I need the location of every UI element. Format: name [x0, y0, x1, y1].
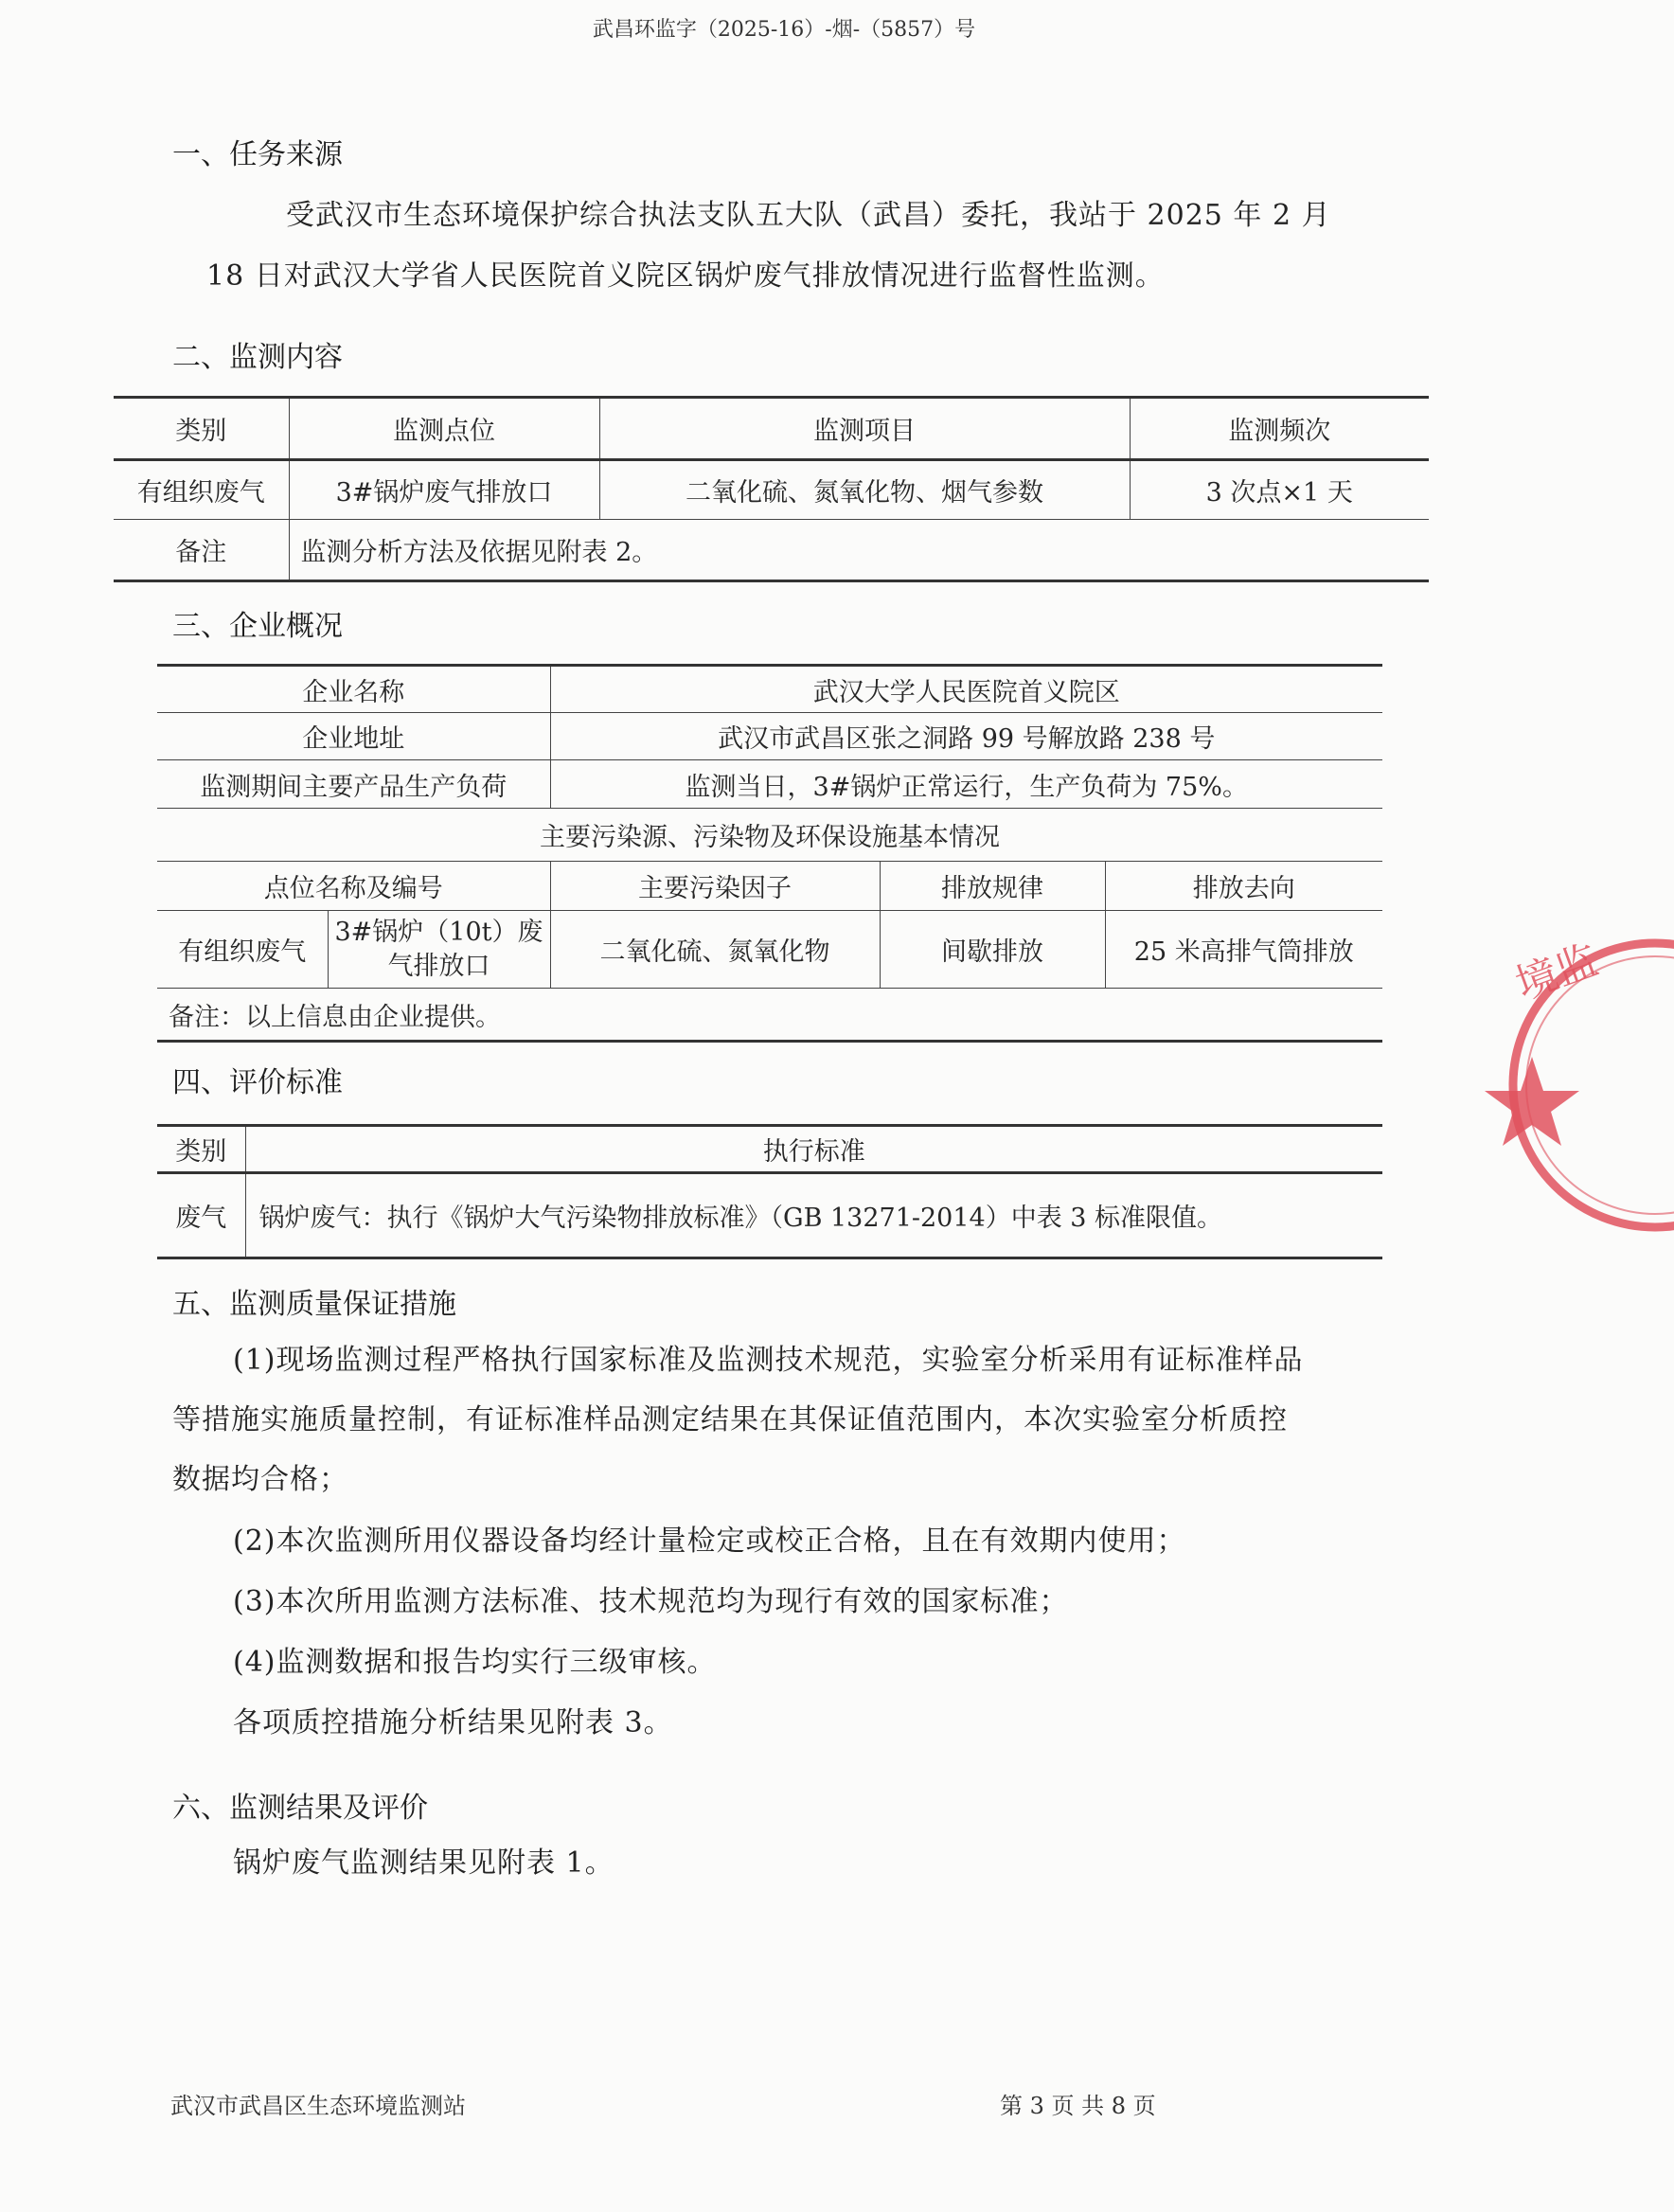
cell-standard-category: 废气 — [175, 1204, 227, 1233]
cell-standard-text: 锅炉废气：执行《锅炉大气污染物排放标准》（GB 13271-2014）中表 3 标准限值。 — [245, 1173, 1382, 1258]
cell-enterprise-name-label: 企业名称 — [157, 666, 550, 713]
cell-emission-destination: 25 米高排气筒排放 — [1105, 911, 1382, 989]
svg-text:境监: 境监 — [1509, 936, 1605, 1010]
cell-note-label: 备注 — [114, 520, 289, 581]
cell-emission-pattern: 间歇排放 — [880, 911, 1105, 989]
monitoring-content-table — [114, 396, 1429, 582]
cell-pollution-subtitle: 主要污染源、污染物及环保设施基本情况 — [157, 809, 1382, 862]
qa-summary: 各项质控措施分析结果见附表 3。 — [233, 1706, 673, 1739]
cell-category: 有组织废气 — [114, 460, 289, 520]
qa-item-1-line-3: 数据均合格； — [172, 1463, 348, 1496]
col-header-emission-destination: 排放去向 — [1105, 862, 1382, 911]
col-header-emission-pattern: 排放规律 — [880, 862, 1105, 911]
cell-note-text: 监测分析方法及依据见附表 2。 — [289, 520, 1429, 581]
evaluation-standard-table — [157, 1124, 1382, 1259]
cell-enterprise-address-label: 企业地址 — [157, 713, 550, 760]
cell-point-name-line-1: 3#锅炉（10t）废 — [334, 917, 543, 947]
cell-enterprise-note: 备注：以上信息由企业提供。 — [157, 989, 1382, 1042]
footer-page-number: 第 3 页 共 8 页 — [1000, 2093, 1156, 2119]
section-heading-monitoring-content: 二、监测内容 — [172, 341, 343, 374]
qa-item-1-line-1: (1)现场监测过程严格执行国家标准及监测技术规范，实验室分析采用有证标准样品 — [233, 1344, 1304, 1377]
col-header-monitoring-point: 监测点位 — [289, 398, 599, 460]
col-header-point-name: 点位名称及编号 — [157, 862, 550, 911]
qa-item-2: (2)本次监测所用仪器设备均经计量检定或校正合格，且在有效期内使用； — [233, 1525, 1186, 1558]
enterprise-overview-table — [157, 664, 1382, 1043]
qa-item-3: (3)本次所用监测方法标准、技术规范均为现行有效的国家标准； — [233, 1585, 1069, 1618]
col-header-pollution-factors: 主要污染因子 — [550, 862, 880, 911]
col-header-frequency: 监测频次 — [1130, 398, 1429, 460]
seal-star-icon — [1485, 1057, 1579, 1146]
document-number: 武昌环监字（2025-16）-烟-（5857）号 — [592, 18, 976, 42]
footer-organization: 武汉市武昌区生态环境监测站 — [170, 2093, 466, 2119]
col-header-category: 类别 — [114, 398, 289, 460]
official-seal-stamp — [1466, 934, 1674, 1246]
cell-source-type: 有组织废气 — [157, 911, 328, 989]
section-heading-task-source: 一、任务来源 — [172, 138, 343, 171]
task-source-line-1: 受武汉市生态环境保护综合执法支队五大队（武昌）委托，我站于 2025 年 2 月 — [286, 199, 1331, 232]
col-header-monitoring-items: 监测项目 — [599, 398, 1130, 460]
qa-item-4: (4)监测数据和报告均实行三级审核。 — [233, 1646, 717, 1679]
task-source-line-2: 18 日对武汉大学省人民医院首义院区锅炉废气排放情况进行监督性监测。 — [206, 259, 1165, 293]
cell-enterprise-name-value: 武汉大学人民医院首义院区 — [550, 666, 1382, 713]
section-heading-quality-assurance: 五、监测质量保证措施 — [172, 1288, 456, 1321]
results-text: 锅炉废气监测结果见附表 1。 — [233, 1846, 614, 1880]
cell-production-load-label: 监测期间主要产品生产负荷 — [157, 760, 550, 809]
cell-monitoring-point: 3#锅炉废气排放口 — [289, 460, 599, 520]
cell-point-name-line-2: 气排放口 — [387, 951, 490, 981]
cell-monitoring-items: 二氧化硫、氮氧化物、烟气参数 — [599, 460, 1130, 520]
col-header-standard: 执行标准 — [245, 1126, 1382, 1173]
cell-point-name — [328, 911, 550, 989]
qa-item-1-line-2: 等措施实施质量控制，有证标准样品测定结果在其保证值范围内，本次实验室分析质控 — [172, 1403, 1288, 1436]
cell-enterprise-address-value: 武汉市武昌区张之洞路 99 号解放路 238 号 — [550, 713, 1382, 760]
cell-production-load-value: 监测当日，3#锅炉正常运行，生产负荷为 75%。 — [550, 760, 1382, 809]
col-header-standard-category: 类别 — [157, 1126, 245, 1173]
cell-pollution-factors: 二氧化硫、氮氧化物 — [550, 911, 880, 989]
section-heading-results: 六、监测结果及评价 — [172, 1792, 428, 1825]
section-heading-evaluation-standard: 四、评价标准 — [172, 1066, 343, 1099]
section-heading-enterprise-overview: 三、企业概况 — [172, 610, 343, 643]
cell-frequency: 3 次点×1 天 — [1130, 460, 1429, 520]
